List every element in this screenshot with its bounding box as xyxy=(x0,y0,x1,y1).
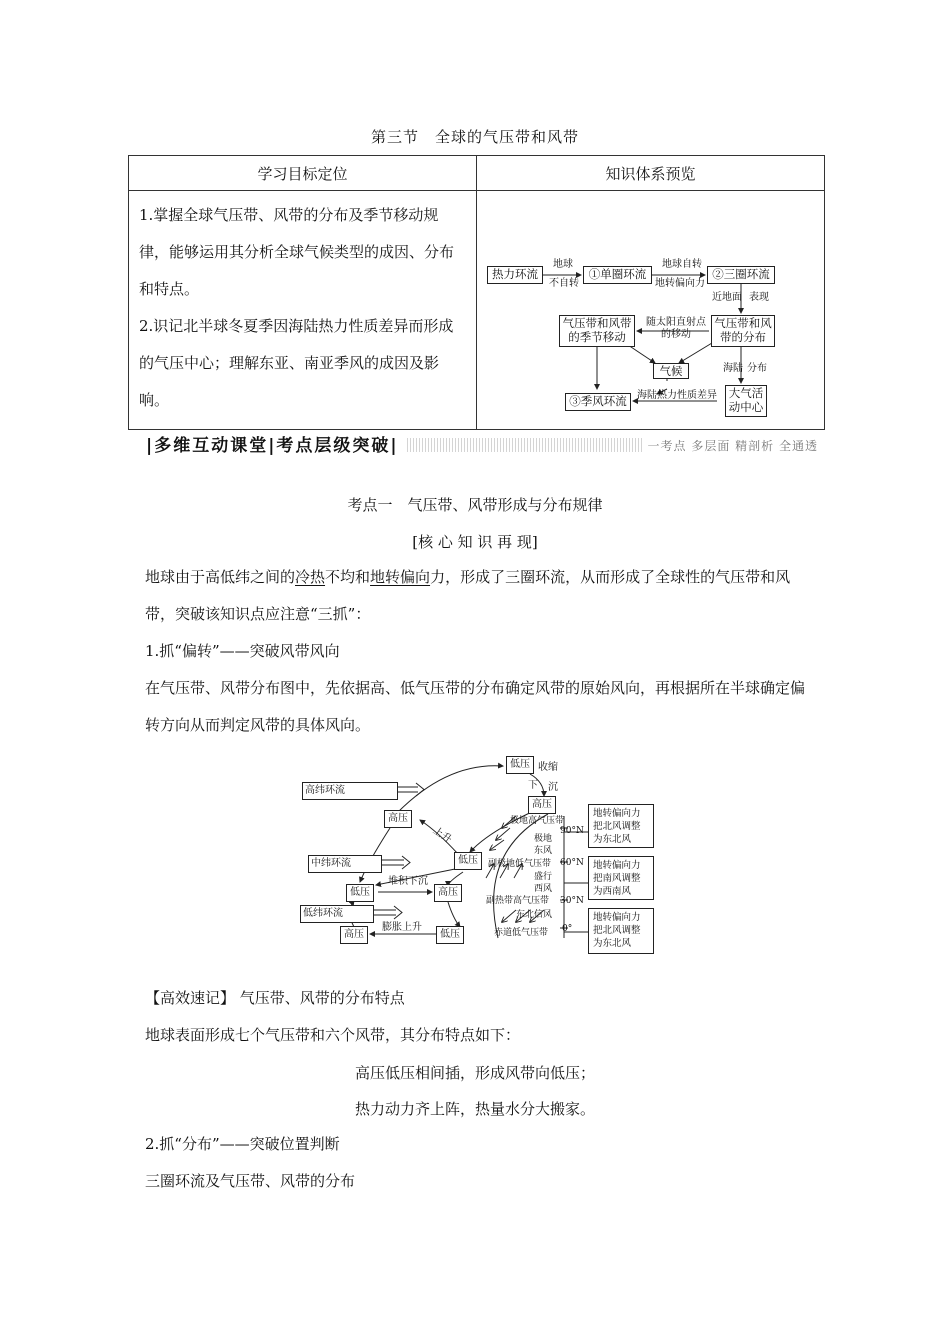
label-subpolar-low: 副极地低气压带 xyxy=(488,859,552,869)
label-polar-east-1: 极地 xyxy=(534,834,553,844)
flow-label-no-rotation: 不自转 xyxy=(549,278,579,289)
label-polar-high: 极地高气压带 xyxy=(510,816,565,826)
quick-memo-subtitle: 气压带、风带的分布特点 xyxy=(239,989,405,1007)
flow-label-rotation: 地球自转 xyxy=(662,259,702,270)
lat-0: 0° xyxy=(562,924,573,934)
label-converge: 收缩 xyxy=(538,762,558,773)
intro-text-1: 地球由于高低纬之间的 xyxy=(145,568,296,586)
label-polar-east-2: 东风 xyxy=(534,846,553,856)
flow-activity-centers: 大气活动中心 xyxy=(725,385,767,417)
label-sink: 沉 xyxy=(548,782,558,793)
box-low-top: 低压 xyxy=(506,756,534,774)
lat-90n: 90°N xyxy=(560,826,584,836)
section-banner xyxy=(146,434,818,458)
flow-seasonal-shift: 气压带和风带的季节移动 xyxy=(559,315,635,347)
note-box-2: 地转偏向力把南风调整为西南风 xyxy=(588,856,654,900)
label-west-1: 盛行 xyxy=(534,872,553,882)
objectives-cell xyxy=(129,191,477,430)
objectives-table xyxy=(128,155,825,430)
flow-climate: 气候 xyxy=(653,363,689,379)
col-header-knowledge: 知识体系预览 xyxy=(477,156,825,191)
item-2-text: 三圈环流及气压带、风带的分布 xyxy=(145,1172,356,1190)
flow-single-cell: ①单圈环流 xyxy=(583,266,652,284)
point-1-title: 考点一 气压带、风带形成与分布规律 xyxy=(347,496,603,514)
flow-label-thermal-diff: 海陆热力性质差异 xyxy=(637,390,717,401)
flow-label-coriolis: 地转偏向力 xyxy=(655,278,705,289)
flow-label-distribution: 分布 xyxy=(747,363,767,374)
label-west-2: 西风 xyxy=(534,884,553,894)
quick-memo xyxy=(145,980,810,1017)
section-title: 第三节 全球的气压带和风带 xyxy=(370,128,579,146)
note-box-3: 地转偏向力把北风调整为东北风 xyxy=(588,908,654,954)
flow-thermal-circulation: 热力环流 xyxy=(487,266,543,284)
box-high-subtrop: 高压 xyxy=(434,884,462,902)
note-box-1: 地转偏向力把北风调整为东北风 xyxy=(588,804,654,848)
flow-label-sun: 随太阳直射点的移动 xyxy=(646,317,706,340)
item-1-text: 在气压带、风带分布图中，先依据高、低气压带的分布确定风带的原始风向，再根据所在半球确定偏转方向从而判定风带的具体风向。 xyxy=(145,679,806,734)
verse-2: 热力动力齐上阵，热量水分大搬家。 xyxy=(354,1100,595,1118)
intro-text-2: 不均和 xyxy=(325,568,371,586)
box-low-mid: 低压 xyxy=(346,884,374,902)
quick-memo-text: 地球表面形成七个气压带和六个风带，其分布特点如下： xyxy=(145,1026,521,1044)
col-header-objectives: 学习目标定位 xyxy=(129,156,477,191)
flow-belts-distribution: 气压带和风带的分布 xyxy=(711,315,775,347)
flow-three-cell: ②三圈环流 xyxy=(707,266,775,284)
box-low-subpolar: 低压 xyxy=(454,852,482,870)
banner-title: |多维互动课堂|考点层级突破| xyxy=(146,434,405,458)
box-mid-cell: 中纬环流 xyxy=(308,855,382,873)
label-equ-low: 赤道低气压带 xyxy=(494,928,549,938)
flow-label-near-surface: 近地面 xyxy=(712,292,742,303)
box-low-cell: 低纬环流 xyxy=(300,905,374,923)
lat-60n: 60°N xyxy=(560,858,584,868)
intro-text-3: 力，形成了三圈环流，从而形成了全球性的气压带和风带，突破该知识点应注意“三抓”： xyxy=(145,568,791,623)
label-down: 下 xyxy=(528,780,538,791)
lat-30n: 30°N xyxy=(560,896,584,906)
banner-tagline: 一考点 多层面 精剖析 全通透 xyxy=(642,437,818,454)
item-1-title: 1.抓“偏转”——突破风带风向 xyxy=(145,642,340,660)
box-high-upper: 高压 xyxy=(384,810,412,828)
label-rise: 上升 xyxy=(430,825,454,846)
flow-label-earth: 地球 xyxy=(553,259,573,270)
goal-2: 2.识记北半球冬夏季因海陆热力性质差异而形成的气压中心；理解东亚、南亚季风的成因及影响。 xyxy=(139,317,454,409)
label-subtrop-high: 副热带高气压带 xyxy=(486,896,550,906)
box-high-lower: 高压 xyxy=(340,926,368,944)
box-high-cell: 高纬环流 xyxy=(302,782,398,800)
goal-1: 1.掌握全球气压带、风带的分布及季节移动规律，能够运用其分析全球气候类型的成因、分布和特点。 xyxy=(139,206,455,298)
flow-label-show: 表现 xyxy=(749,292,769,303)
label-ne-trade: 东北信风 xyxy=(516,910,553,920)
core-knowledge-title: [核 心 知 识 再 现] xyxy=(412,533,538,551)
flow-label-sea-land: 海陆 xyxy=(723,363,743,374)
verse-1: 高压低压相间插，形成风带向低压； xyxy=(354,1064,595,1082)
circulation-diagram xyxy=(298,752,662,958)
flow-monsoon: ③季风环流 xyxy=(565,393,631,411)
label-expand-rise: 膨胀上升 xyxy=(382,922,422,933)
quick-memo-title: 【高效速记】 xyxy=(145,989,236,1007)
box-high-polar: 高压 xyxy=(528,796,556,814)
box-low-equator: 低压 xyxy=(436,926,464,944)
intro-paragraph xyxy=(145,559,810,633)
item-2-title: 2.抓“分布”——突破位置判断 xyxy=(145,1135,340,1153)
knowledge-cell xyxy=(477,191,825,430)
label-pile-sink: 堆积下沉 xyxy=(388,876,428,887)
intro-underline-1: 冷热 xyxy=(295,568,326,586)
intro-underline-2: 地转偏向 xyxy=(370,568,431,586)
